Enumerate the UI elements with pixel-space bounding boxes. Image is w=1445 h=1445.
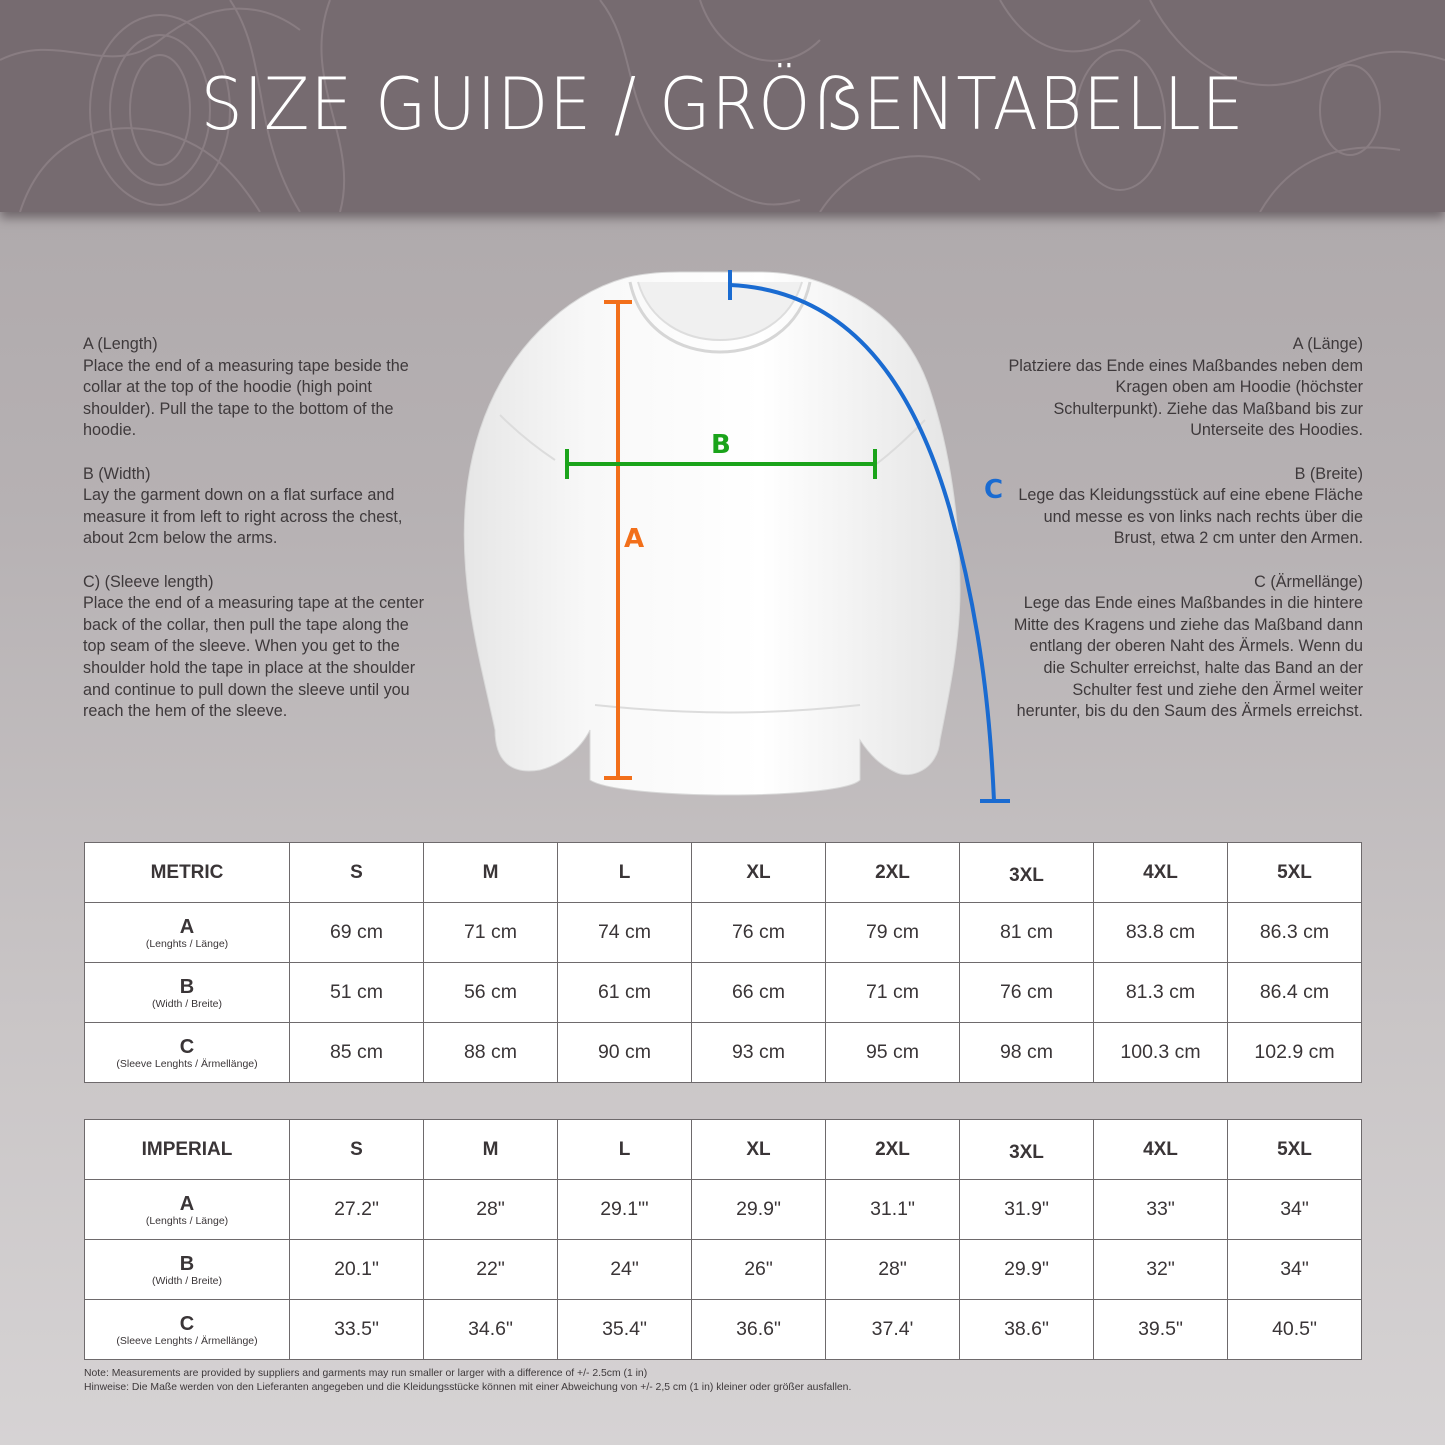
table-cell: 27.2" <box>290 1180 424 1240</box>
footnote-german: Hinweise: Die Maße werden von den Lieferanten angegeben und die Kleidungsstücke können mit einer Abweichung von +/- 2,5 cm (1 in) kleiner oder größer ausfallen. <box>84 1382 852 1393</box>
table-cell: 66 cm <box>692 963 826 1023</box>
table-cell: 40.5" <box>1228 1300 1362 1360</box>
table-cell: 100.3 cm <box>1094 1023 1228 1083</box>
size-header: 3XL <box>960 1120 1094 1180</box>
size-header: S <box>290 1120 424 1180</box>
size-header: XL <box>692 843 826 903</box>
sweatshirt-icon <box>440 260 1040 820</box>
table-cell: 20.1" <box>290 1240 424 1300</box>
table-cell: 51 cm <box>290 963 424 1023</box>
table-row <box>85 1180 1362 1240</box>
table-row <box>85 963 1362 1023</box>
table-cell: 28" <box>826 1240 960 1300</box>
table-cell: 88 cm <box>424 1023 558 1083</box>
table-cell: 37.4' <box>826 1300 960 1360</box>
table-cell: 56 cm <box>424 963 558 1023</box>
table-cell: 76 cm <box>960 963 1094 1023</box>
table-cell: 86.3 cm <box>1228 903 1362 963</box>
instruction-a-en <box>83 334 428 442</box>
table-cell: 79 cm <box>826 903 960 963</box>
label-a: A <box>624 524 645 554</box>
row-header <box>85 1180 290 1240</box>
row-sublabel: (Sleeve Lenghts / Ärmellänge) <box>116 1057 258 1070</box>
page-title: SIZE GUIDE / GRÖẞENTABELLE <box>200 62 1245 146</box>
row-header <box>85 1023 290 1083</box>
instruction-b-en <box>83 464 428 550</box>
row-label: C <box>179 1035 195 1058</box>
table-cell: 22" <box>424 1240 558 1300</box>
table-cell: 102.9 cm <box>1228 1023 1362 1083</box>
table-cell: 36.6" <box>692 1300 826 1360</box>
table-cell: 31.9" <box>960 1180 1094 1240</box>
size-header: XL <box>692 1120 826 1180</box>
row-sublabel: (Lenghts / Länge) <box>145 1214 229 1227</box>
row-label: A <box>179 1192 195 1215</box>
table-cell: 35.4" <box>558 1300 692 1360</box>
instructions-english <box>83 334 428 744</box>
row-header <box>85 963 290 1023</box>
row-label: B <box>179 1252 195 1275</box>
instruction-heading: A (Length) <box>83 335 158 353</box>
table-cell: 93 cm <box>692 1023 826 1083</box>
table-cell: 81 cm <box>960 903 1094 963</box>
label-b: B <box>711 430 731 460</box>
instruction-heading: B (Breite) <box>1294 464 1363 483</box>
table-cell: 71 cm <box>826 963 960 1023</box>
row-header <box>85 903 290 963</box>
instruction-heading: C) (Sleeve length) <box>83 572 214 591</box>
table-cell: 32" <box>1094 1240 1228 1300</box>
table-cell: 95 cm <box>826 1023 960 1083</box>
row-header <box>85 1300 290 1360</box>
instruction-body: Lege das Ende eines Maßbandes in die hintere Mitte des Kragens und ziehe das Maßband dann entlang der oberen Naht des Ärmels. Wenn du die Schulter erreichst, halte das Band an der Schulter fest und ziehe den Ärmel weiter herunter, bis du den Saum des Ärmels erreichst. <box>1013 594 1363 721</box>
table-row <box>85 903 1362 963</box>
row-label: C <box>179 1312 195 1335</box>
row-sublabel: (Sleeve Lenghts / Ärmellänge) <box>116 1334 258 1347</box>
instruction-body: Lege das Kleidungsstück auf eine ebene Fläche und messe es von links nach rechts über die Brust, etwa 2 cm unter den Armen. <box>1018 486 1363 548</box>
size-header: M <box>424 1120 558 1180</box>
instruction-c-de <box>1005 572 1363 723</box>
instruction-body: Lay the garment down on a flat surface and measure it from left to right across the chest, about 2cm below the arms. <box>83 486 403 548</box>
row-label: B <box>179 975 195 998</box>
instruction-a-de <box>1005 334 1363 442</box>
table-cell: 81.3 cm <box>1094 963 1228 1023</box>
row-sublabel: (Width / Breite) <box>151 997 222 1010</box>
imperial-size-table <box>84 1119 1362 1360</box>
table-cell: 76 cm <box>692 903 826 963</box>
table-cell: 98 cm <box>960 1023 1094 1083</box>
table-cell: 33" <box>1094 1180 1228 1240</box>
size-header: 5XL <box>1228 843 1362 903</box>
instruction-heading: A (Länge) <box>1292 335 1363 353</box>
instruction-body: Place the end of a measuring tape at the center back of the collar, then pull the tape along the top seam of the sleeve. When you get to the shoulder hold the tape in place at the shoulder and continue to pull down the sleeve until you reach the hem of the sleeve. <box>83 594 425 721</box>
instruction-b-de <box>1005 464 1363 550</box>
measurement-diagram <box>440 260 1040 820</box>
table-row <box>85 1023 1362 1083</box>
table-cell: 74 cm <box>558 903 692 963</box>
header-banner <box>0 0 1445 212</box>
size-header: 4XL <box>1094 1120 1228 1180</box>
size-header: L <box>558 1120 692 1180</box>
table-cell: 28" <box>424 1180 558 1240</box>
table-row <box>85 1240 1362 1300</box>
size-header: 2XL <box>826 843 960 903</box>
table-cell: 83.8 cm <box>1094 903 1228 963</box>
table-cell: 29.9" <box>692 1180 826 1240</box>
table-cell: 61 cm <box>558 963 692 1023</box>
table-cell: 34.6" <box>424 1300 558 1360</box>
instruction-body: Platziere das Ende eines Maßbandes neben dem Kragen oben am Hoodie (höchster Schulterpunkt). Ziehe das Maßband bis zur Unterseite des Hoodies. <box>1008 356 1363 440</box>
table-cell: 69 cm <box>290 903 424 963</box>
table-cell: 71 cm <box>424 903 558 963</box>
row-label: A <box>179 915 195 938</box>
table-header-row <box>85 843 1362 903</box>
size-header: S <box>290 843 424 903</box>
size-header: 4XL <box>1094 843 1228 903</box>
instruction-body: Place the end of a measuring tape beside the collar at the top of the hoodie (high point shoulder). Pull the tape to the bottom of the hoodie. <box>83 356 409 440</box>
table-cell: 33.5" <box>290 1300 424 1360</box>
table-title: METRIC <box>85 843 290 903</box>
table-row <box>85 1300 1362 1360</box>
table-title: IMPERIAL <box>85 1120 290 1180</box>
size-header: 2XL <box>826 1120 960 1180</box>
table-cell: 29.1"' <box>558 1180 692 1240</box>
row-sublabel: (Lenghts / Länge) <box>145 937 229 950</box>
instruction-heading: B (Width) <box>83 464 151 483</box>
table-cell: 26" <box>692 1240 826 1300</box>
size-header: 5XL <box>1228 1120 1362 1180</box>
table-cell: 29.9" <box>960 1240 1094 1300</box>
label-c: C <box>984 475 1004 505</box>
size-header: L <box>558 843 692 903</box>
table-cell: 90 cm <box>558 1023 692 1083</box>
footnote-english: Note: Measurements are provided by suppliers and garments may run smaller or larger with a difference of +/- 2.5cm (1 in) <box>84 1368 648 1379</box>
table-cell: 85 cm <box>290 1023 424 1083</box>
table-cell: 34" <box>1228 1180 1362 1240</box>
table-cell: 39.5" <box>1094 1300 1228 1360</box>
instruction-heading: C (Ärmellänge) <box>1254 572 1363 591</box>
footnote <box>84 1367 851 1395</box>
row-sublabel: (Width / Breite) <box>151 1274 222 1287</box>
instructions-german <box>1005 334 1363 744</box>
table-header-row <box>85 1120 1362 1180</box>
table-cell: 38.6" <box>960 1300 1094 1360</box>
row-header <box>85 1240 290 1300</box>
table-cell: 86.4 cm <box>1228 963 1362 1023</box>
metric-size-table <box>84 842 1362 1083</box>
size-header: M <box>424 843 558 903</box>
table-cell: 31.1" <box>826 1180 960 1240</box>
instruction-c-en <box>83 572 428 723</box>
table-cell: 24" <box>558 1240 692 1300</box>
table-cell: 34" <box>1228 1240 1362 1300</box>
size-header: 3XL <box>960 843 1094 903</box>
